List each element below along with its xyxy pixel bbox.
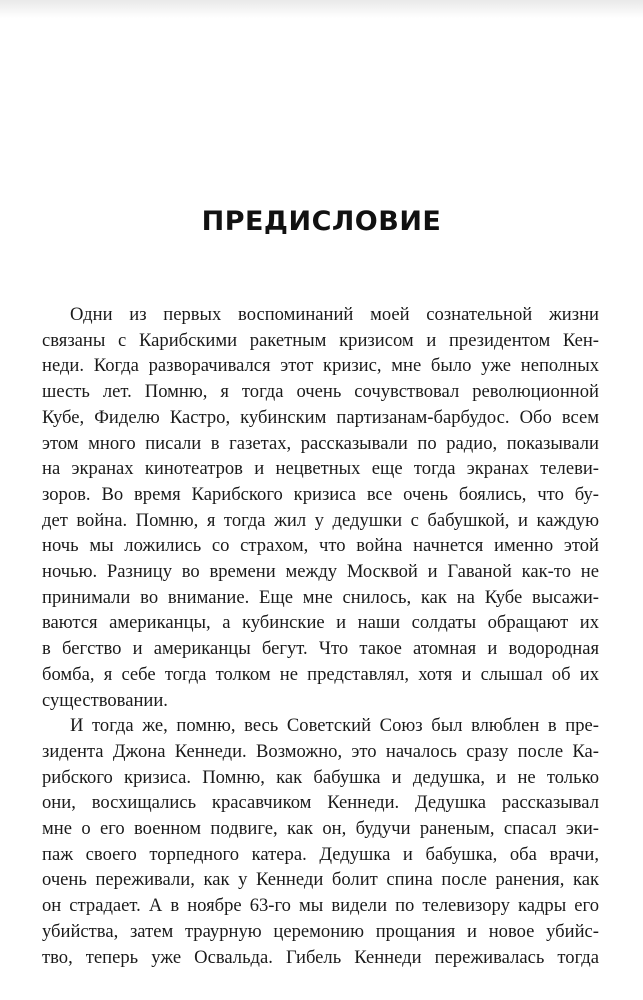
text-line: рибского кризиса. Помню, как бабушка и дедушка, и не только	[42, 766, 599, 788]
text-line: существовании.	[42, 689, 168, 711]
text-line: дет война. Помню, я тогда жил у дедушки с бабушкой, и каждую	[42, 509, 599, 531]
text-line: зоров. Во время Карибского кризиса все очень боялись, что бу-	[42, 483, 599, 505]
text-line: шесть лет. Помню, я тогда очень сочувствовал революционной	[42, 381, 599, 403]
text-line: очень переживали, как у Кеннеди болит спина после ранения, как	[42, 869, 599, 891]
text-line: ночь мы ложились со страхом, что война начнется именно этой	[42, 535, 599, 557]
text-line: Кубе, Фиделю Кастро, кубинским партизанам-барбудос. Обо всем	[42, 406, 599, 428]
text-line: ваются американцы, а кубинские и наши солдаты обращают их	[42, 612, 599, 634]
text-line: тво, теперь уже Освальда. Гибель Кеннеди переживалась тогда	[42, 946, 599, 968]
text-line: на экранах кинотеатров и нецветных еще тогда экранах телеви-	[42, 458, 599, 480]
paragraph-1	[42, 302, 599, 713]
text-line: паж своего торпедного катера. Дедушка и бабушка, оба врачи,	[42, 843, 599, 865]
text-line: принимали во внимание. Еще мне снилось, как на Кубе высажи-	[42, 586, 599, 608]
text-line: ночью. Разницу во времени между Москвой и Гаваной как-то не	[42, 561, 599, 583]
chapter-title: ПРЕДИСЛОВИЕ	[201, 206, 442, 237]
text-line: бомба, я себе тогда толком не представлял, хотя и слышал об их	[42, 663, 599, 685]
page-edge-shadow	[0, 0, 643, 18]
text-line: связаны с Карибскими ракетным кризисом и президентом Кен-	[42, 329, 599, 351]
text-line: в бегство и американцы бегут. Что такое атомная и водородная	[42, 638, 599, 660]
text-line: зидента Джона Кеннеди. Возможно, это началось сразу после Ка-	[42, 740, 599, 762]
text-line: И тогда же, помню, весь Советский Союз был влюблен в пре-	[70, 715, 599, 737]
text-line: убийства, затем траурную церемонию прощания и новое убийс-	[42, 920, 599, 942]
text-line: неди. Когда разворачивался этот кризис, мне было уже неполных	[42, 355, 599, 377]
text-line: он страдает. А в ноябре 63-го мы видели по телевизору кадры его	[42, 895, 599, 917]
text-line: этом много писали в газетах, рассказывали по радио, показывали	[42, 432, 599, 454]
text-line: мне о его военном подвиге, как он, будучи раненым, спасал эки-	[42, 818, 599, 840]
text-line: Одни из первых воспоминаний моей сознательной жизни	[70, 304, 599, 325]
paragraph-2	[42, 713, 599, 970]
text-line: они, восхищались красавчиком Кеннеди. Дедушка рассказывал	[42, 792, 599, 814]
body-text	[42, 302, 599, 970]
